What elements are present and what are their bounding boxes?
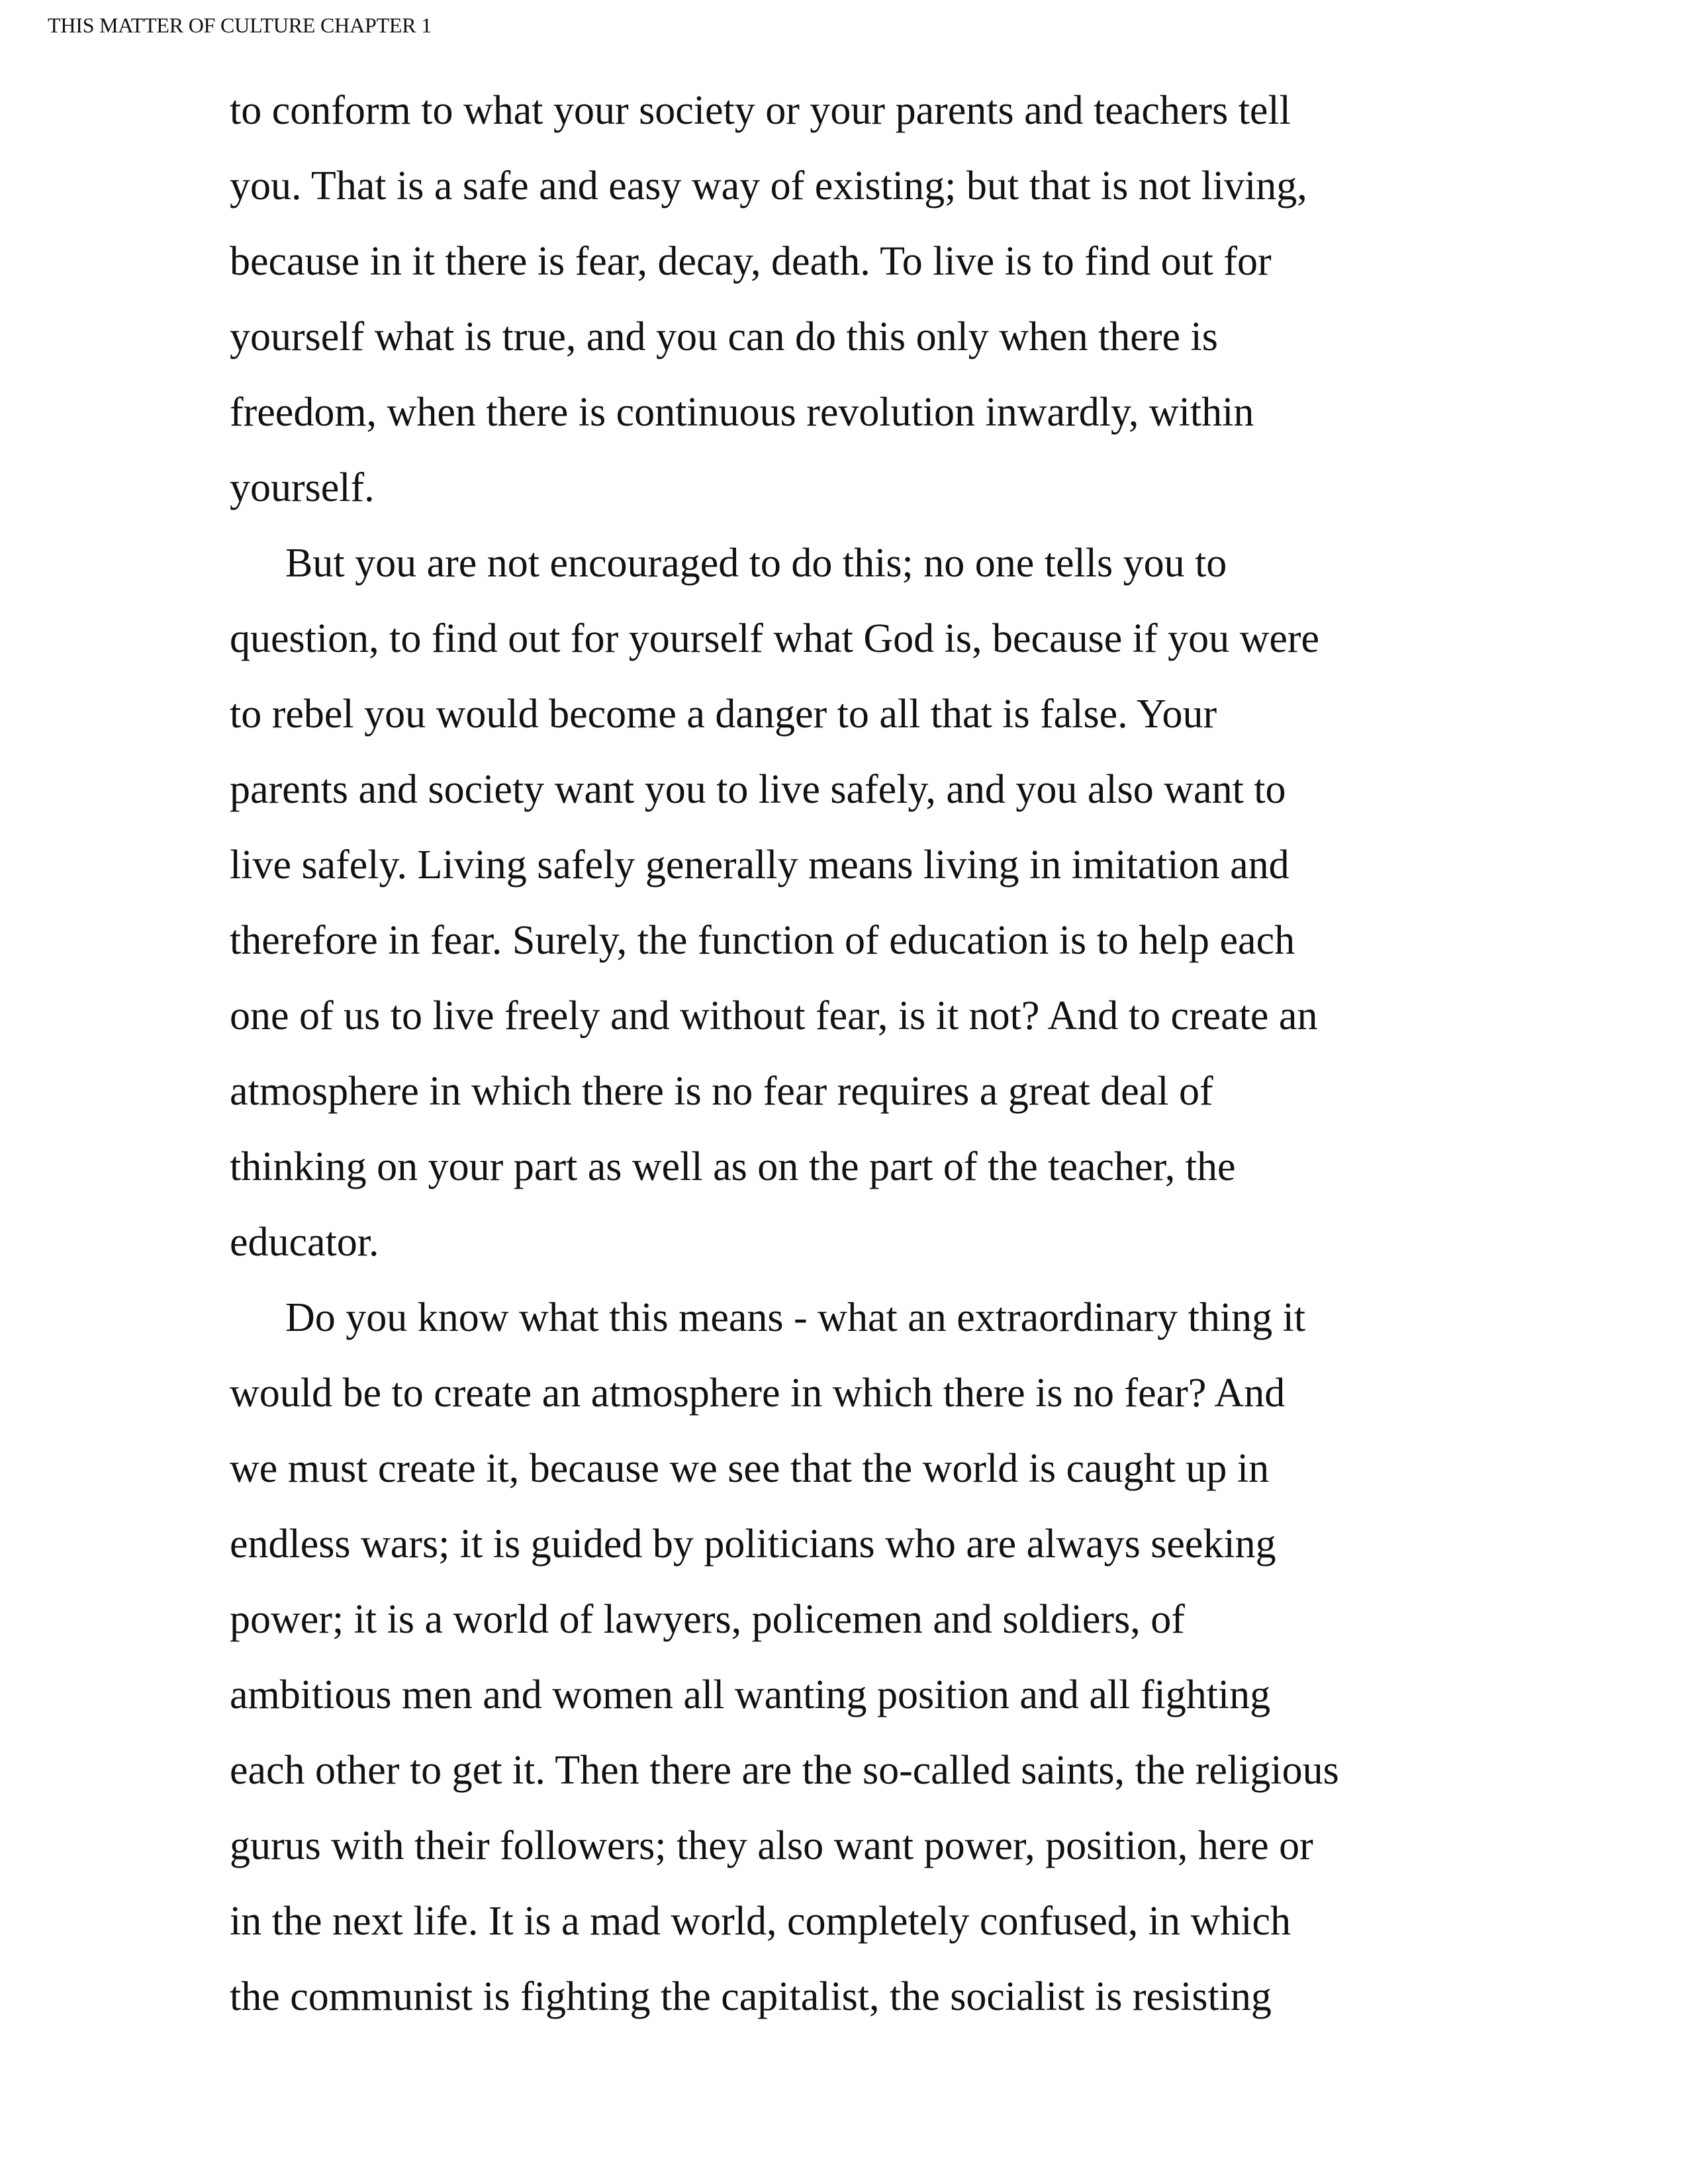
text-line: the communist is fighting the capitalist, the socialist is resisting — [230, 1974, 1272, 2019]
text-line: we must create it, because we see that the world is caught up in — [230, 1446, 1270, 1491]
text-line: in the next life. It is a mad world, completely confused, in which — [230, 1899, 1291, 1944]
text-line: yourself what is true, and you can do this only when there is — [230, 314, 1218, 359]
text-line: live safely. Living safely generally means living in imitation and — [230, 842, 1289, 887]
text-line: to rebel you would become a danger to all that is false. Your — [230, 692, 1217, 737]
text-line: gurus with their followers; they also want power, position, here or — [230, 1823, 1313, 1868]
text-line: thinking on your part as well as on the part of the teacher, the — [230, 1144, 1236, 1189]
paragraph-first-line: But you are not encouraged to do this; no one tells you to — [285, 541, 1227, 586]
text-line: would be to create an atmosphere in which there is no fear? And — [230, 1371, 1286, 1416]
paragraph-first-line: Do you know what this means - what an extraordinary thing it — [285, 1295, 1306, 1340]
text-line: power; it is a world of lawyers, policemen and soldiers, of — [230, 1597, 1185, 1642]
text-line: because in it there is fear, decay, death. To live is to find out for — [230, 239, 1272, 284]
text-line: freedom, when there is continuous revolution inwardly, within — [230, 390, 1254, 435]
page-body — [230, 73, 1487, 2034]
text-line: parents and society want you to live safely, and you also want to — [230, 767, 1286, 812]
text-line: yourself. — [230, 465, 375, 510]
text-line: ambitious men and women all wanting position and all fighting — [230, 1672, 1271, 1717]
text-line: therefore in fear. Surely, the function of education is to help each — [230, 918, 1295, 963]
text-line: you. That is a safe and easy way of existing; but that is not living, — [230, 163, 1307, 208]
text-line: to conform to what your society or your parents and teachers tell — [230, 88, 1291, 133]
text-line: atmosphere in which there is no fear requires a great deal of — [230, 1069, 1213, 1114]
text-line: question, to find out for yourself what God is, because if you were — [230, 616, 1320, 661]
text-line: educator. — [230, 1220, 379, 1265]
running-header: THIS MATTER OF CULTURE CHAPTER 1 — [48, 13, 432, 37]
text-line: endless wars; it is guided by politicians who are always seeking — [230, 1522, 1276, 1567]
text-line: each other to get it. Then there are the so-called saints, the religious — [230, 1748, 1339, 1793]
text-line: one of us to live freely and without fear, is it not? And to create an — [230, 993, 1318, 1038]
